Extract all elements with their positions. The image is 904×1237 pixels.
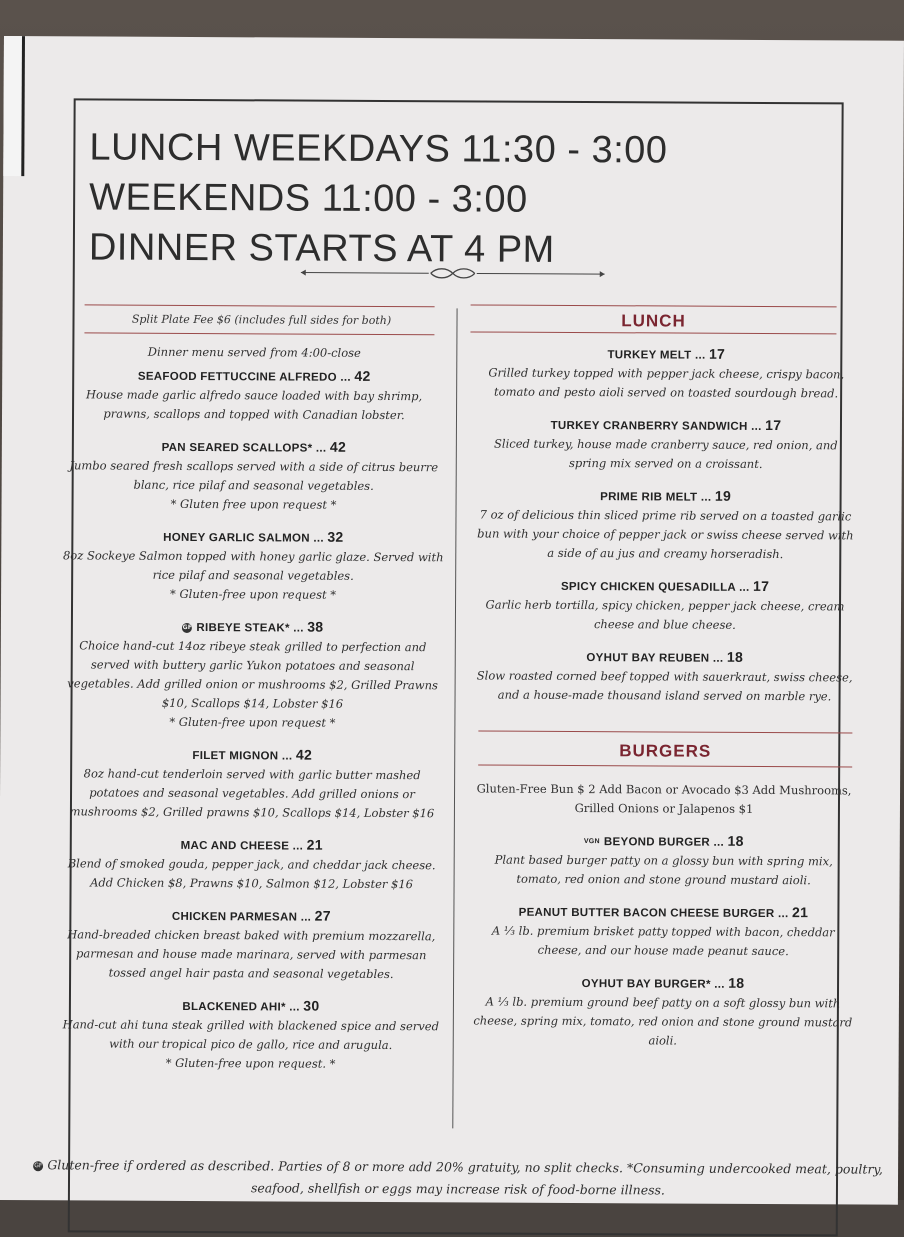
item-name: MAC AND CHEESE ... [180,839,304,853]
item-gluten-note: * Gluten free upon request * [170,496,337,512]
item-title [475,647,855,665]
item-description: Grilled turkey topped with pepper jack cheese, crispy bacon, tomato and pesto aioli served on toasted sourdough bread. [488,365,845,401]
menu-item-ribeye-steak [60,617,445,733]
item-description: Sliced turkey, house made cranberry sauce, red onion, and spring mix served on a croissant. [494,436,838,471]
burgers-section-title: BURGERS [619,741,712,761]
item-title [476,415,856,433]
item-gluten-note: * Gluten-free upon request. * [165,1055,336,1071]
menu-item-seafood-fettuccine [62,366,446,425]
item-gluten-note: * Gluten-free upon request * [170,586,337,602]
item-price: 42 [329,438,347,455]
ornament-divider-icon [301,266,605,282]
item-title [61,617,445,635]
item-price: 18 [728,974,745,991]
dinner-column [59,344,447,1088]
item-description: Garlic herb tortilla, spicy chicken, pepper jack cheese, cream cheese and blue cheese. [485,597,845,632]
item-price: 42 [354,367,371,384]
item-title [475,576,855,594]
item-title [473,902,853,920]
item-price: 30 [303,997,320,1014]
item-description: House made garlic alfredo sauce loaded with bay shrimp, prawns, scallops and topped with Canadian lobster. [85,387,423,423]
item-title [476,344,856,362]
item-price: 17 [708,345,726,362]
item-name: BEYOND BURGER ... [603,836,725,849]
item-name: SPICY CHICKEN QUESADILLA ... [560,580,750,594]
item-title [60,745,444,763]
menu-item-oyhut-bay-reuben [475,647,855,706]
footer-disclaimer [28,1154,888,1203]
item-title [62,437,446,455]
menu-item-oyhut-bay-burger [473,973,853,1051]
item-price: 32 [327,528,344,545]
menu-item-turkey-cranberry [476,415,856,474]
item-name: OYHUT BAY BURGER* ... [581,978,725,991]
item-description: Blend of smoked gouda, pepper jack, and cheddar jack cheese. Add Chicken $8, Prawns $10, Salmon $12, Lobster $16 [67,856,436,892]
item-gluten-note: * Gluten-free upon request * [169,714,336,730]
footer-text: Gluten-free if ordered as described. Parties of 8 or more add 20% gratuity, no split checks. *Consuming undercooked meat, poultry, seafood, shellfish or eggs may increase risk of food-borne illness. [47,1157,883,1198]
item-price: 21 [306,836,323,853]
item-description: Hand-breaded chicken breast baked with premium mozzarella, parmesan and house made marinara, served with parmesan tossed angel hair pasta and seasonal vegetables. [67,927,436,982]
item-name: RIBEYE STEAK* ... [196,622,304,635]
menu-item-filet-mignon [60,745,444,823]
item-price: 17 [753,577,770,595]
item-description: Slow roasted corned beef topped with sauerkraut, swiss cheese, and a house-made thousand island served on marble rye. [476,668,853,704]
item-name: CHICKEN PARMESAN ... [171,910,312,924]
item-name: TURKEY MELT ... [607,349,706,362]
menu-item-blackened-ahi [59,996,443,1074]
item-name: PAN SEARED SCALLOPS* ... [161,441,327,455]
hours-weekends: WEEKENDS 11:00 - 3:00 [89,176,528,221]
item-name: PEANUT BUTTER BACON CHEESE BURGER ... [518,906,789,921]
item-name: BLACKENED AHI* ... [182,1000,300,1014]
item-name: FILET MIGNON ... [192,749,293,763]
item-title [60,835,444,853]
item-title [476,486,856,504]
item-title [61,527,445,545]
item-name: SEAFOOD FETTUCCINE ALFREDO ... [137,370,351,384]
item-price: 21 [791,904,809,921]
menu-paper [0,36,904,1205]
item-name: OYHUT BAY REUBEN ... [586,652,724,665]
menu-item-spicy-chicken-quesadilla [475,576,855,635]
item-description: Plant based burger patty on a glossy bun with spring mix, tomato, red onion and stone ground mustard aioli. [494,852,833,888]
split-plate-fee-note: Split Plate Fee $6 (includes full sides for both) [131,312,392,328]
hours-header [89,122,810,276]
dinner-served-note: Dinner menu served from 4:00-close [147,344,361,360]
item-description: A ⅓ lb. premium brisket patty topped with bacon, cheddar cheese, and our house made peanut sauce. [491,923,835,959]
item-name: PRIME RIB MELT ... [600,491,712,504]
item-title [62,366,446,384]
burger-addons: Gluten-Free Bun $ 2 Add Bacon or Avocado $3 Add Mushrooms, Grilled Onions or Jalapenos $1 [476,781,852,816]
item-title [59,996,443,1014]
item-title [474,831,854,849]
item-description: 7 oz of delicious thin sliced prime rib served on a toasted garlic bun with your choice of pepper jack or swiss cheese served with a side of au jus and creamy horseradish. [477,507,854,562]
item-description: Choice hand-cut 14oz ribeye steak grilled to perfection and served with buttery garlic Yukon potatoes and seasonal vegetables. Add grilled onion or mushrooms $2, Grilled Prawns $10, Scallops $14, Lobster $16 [67,638,438,711]
item-description: 8oz hand-cut tenderloin served with garlic butter mashed potatoes and seasonal vegetables. Add grilled onions or mushrooms $2, Grilled prawns $10, Scallops $14, Lobster $16 [69,766,435,821]
item-price: 38 [307,618,324,635]
lunch-column [474,344,856,720]
item-price: 17 [765,416,782,434]
underlying-page-edge [3,36,25,176]
item-name: HONEY GARLIC SALMON ... [163,531,324,545]
menu-item-beyond-burger [474,831,854,890]
item-description: 8oz Sockeye Salmon topped with honey garlic glaze. Served with rice pilaf and seasonal vegetables. [62,548,444,583]
hours-lunch-weekdays: LUNCH WEEKDAYS 11:30 - 3:00 [89,126,668,172]
item-title [59,906,443,924]
item-title [473,973,853,991]
menu-item-prime-rib-melt [475,486,855,564]
item-price: 18 [726,648,744,665]
item-description: Jumbo seared fresh scallops served with a side of citrus beurre blanc, rice pilaf and seasonal vegetables. [69,458,439,493]
lunch-section-title: LUNCH [621,311,686,331]
menu-item-mac-and-cheese [60,835,444,894]
menu-item-chicken-parmesan [59,906,443,984]
item-price: 27 [314,907,331,924]
item-name: TURKEY CRANBERRY SANDWICH ... [550,419,762,433]
gluten-free-icon: GF [182,623,192,633]
item-description: A ⅓ lb. premium ground beef patty on a soft glossy bun with cheese, spring mix, tomato, red onion and stone ground mustard aioli. [473,994,853,1048]
vegan-icon: VGN [583,838,600,846]
item-price: 42 [295,746,313,763]
menu-item-honey-garlic-salmon [61,527,445,605]
hours-dinner: DINNER STARTS AT 4 PM [88,226,555,271]
menu-item-turkey-melt [476,344,856,403]
burgers-column [473,776,854,1065]
item-price: 18 [727,832,744,849]
gluten-free-icon: GF [33,1161,43,1171]
item-description: Hand-cut ahi tuna steak grilled with blackened spice and served with our tropical pico de gallo, rice and arugula. [62,1017,439,1053]
menu-item-pan-seared-scallops [62,437,446,515]
item-price: 19 [714,487,732,504]
menu-item-peanut-butter-burger [473,902,853,961]
